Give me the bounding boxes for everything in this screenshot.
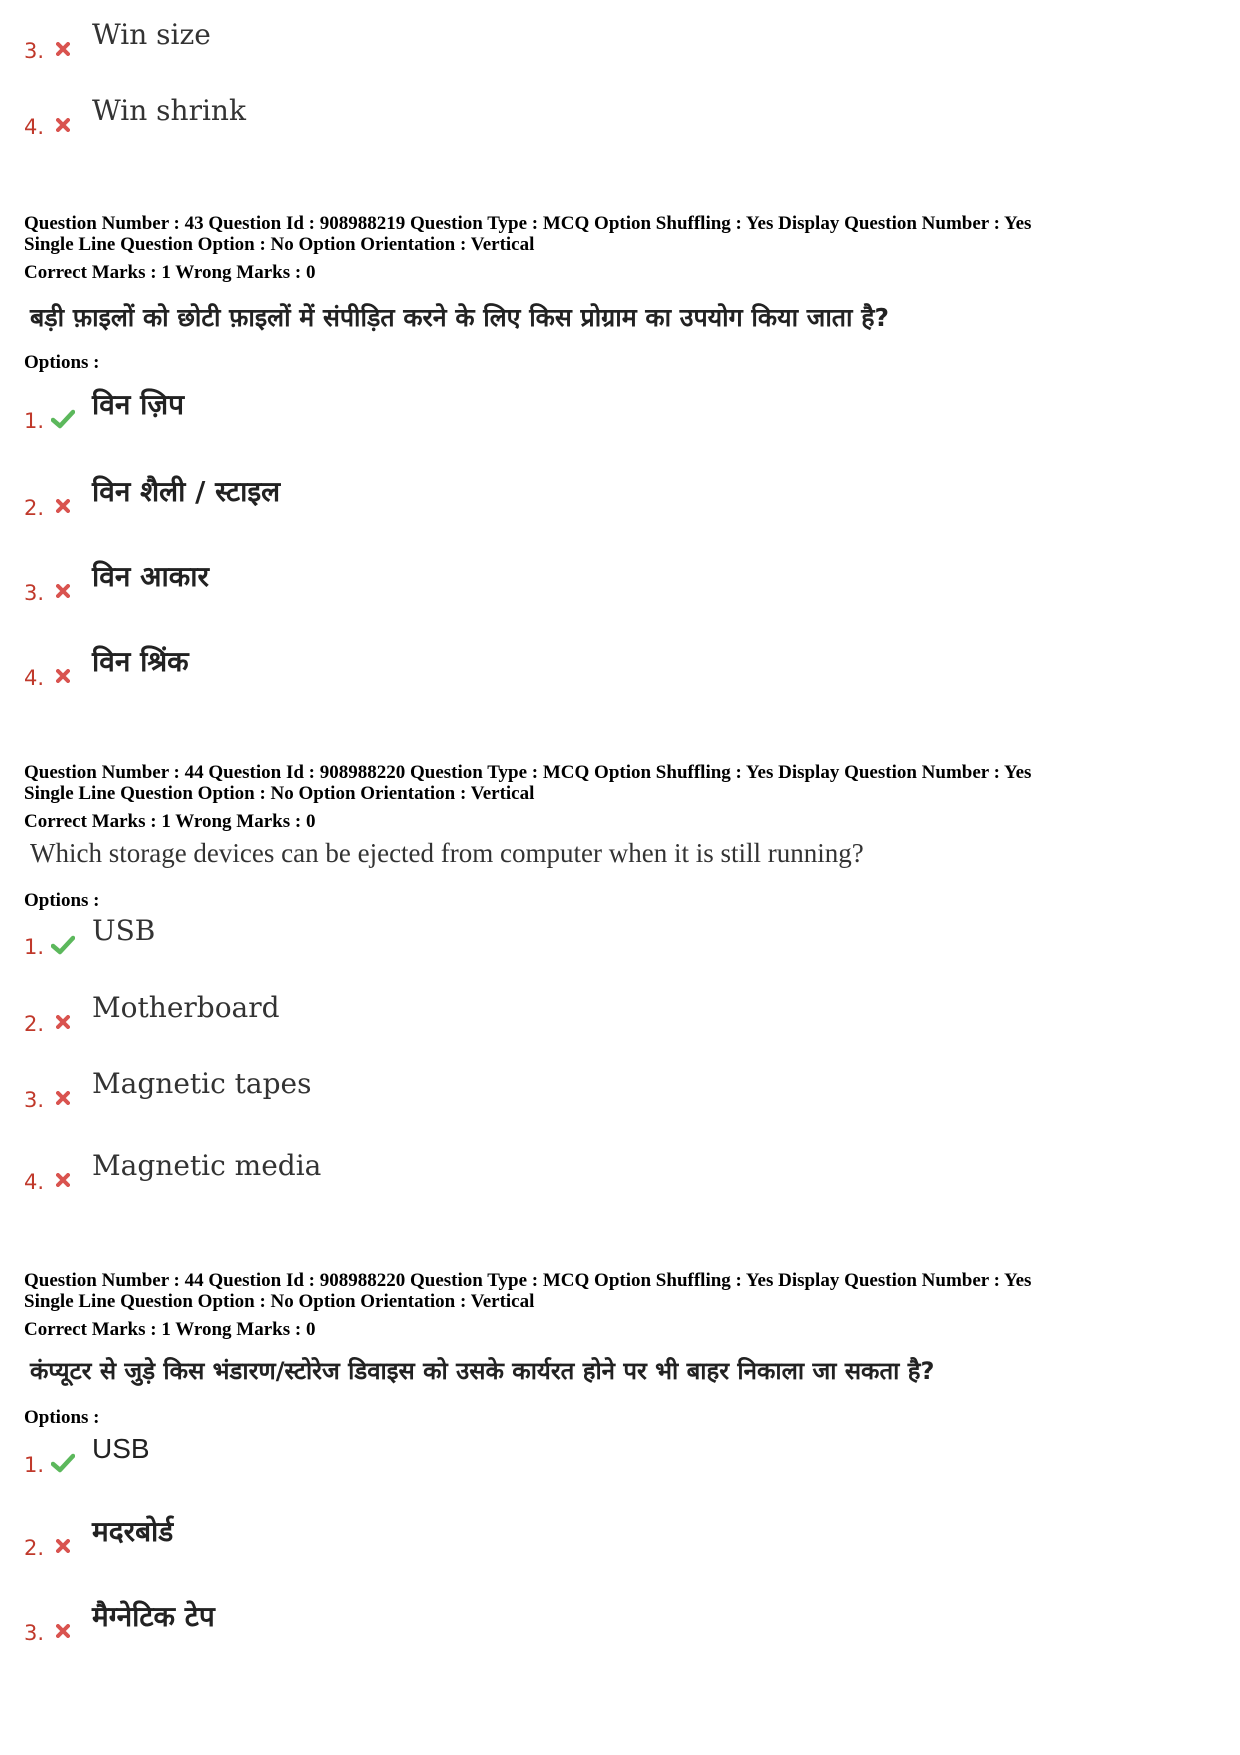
option-row [24,1149,322,1194]
option-number: 2. [24,496,45,520]
option-text: USB [92,914,156,947]
option-number: 4. [24,666,45,690]
check-icon [48,932,78,958]
option-number: 2. [24,1536,45,1560]
option-text: USB [92,1433,150,1464]
option-number: 4. [24,1170,45,1194]
option-text: Magnetic tapes [92,1067,312,1100]
option-text: मैग्नेटिक टेप [92,1600,215,1633]
option-row [24,560,209,605]
cross-icon [48,663,78,689]
option-row [24,475,281,520]
option-row [24,1600,215,1645]
cross-icon [48,578,78,604]
cross-icon [48,493,78,519]
question-marks: Correct Marks : 1 Wrong Marks : 0 [24,1319,316,1340]
question-meta-line2: Single Line Question Option : No Option Orientation : Vertical [24,1291,535,1312]
option-number: 3. [24,1088,45,1112]
option-number: 3. [24,1621,45,1645]
option-text: Motherboard [92,991,280,1024]
option-row [24,388,185,433]
option-row [24,991,280,1036]
question-meta-line2: Single Line Question Option : No Option Orientation : Vertical [24,234,535,255]
option-row [24,914,156,959]
cross-icon [48,36,78,62]
option-row [24,645,189,690]
option-number: 1. [24,1453,45,1477]
question-marks: Correct Marks : 1 Wrong Marks : 0 [24,811,316,832]
cross-icon [48,1533,78,1559]
options-label: Options : [24,1407,100,1428]
check-icon [48,406,78,432]
option-text: विन शैली / स्टाइल [92,475,281,508]
question-meta-line1: Question Number : 43 Question Id : 908988219 Question Type : MCQ Option Shuffling : Yes Display Question Number : Yes [24,213,1032,234]
option-number: 1. [24,409,45,433]
option-text: विन ज़िप [92,388,185,421]
option-text: मदरबोर्ड [92,1515,174,1548]
question-meta-line1: Question Number : 44 Question Id : 908988220 Question Type : MCQ Option Shuffling : Yes Display Question Number : Yes [24,762,1032,783]
options-label: Options : [24,890,100,911]
cross-icon [48,1009,78,1035]
option-number: 1. [24,935,45,959]
option-row [24,1067,312,1112]
option-number: 2. [24,1012,45,1036]
cross-icon [48,1618,78,1644]
cross-icon [48,1167,78,1193]
option-text: Win size [92,18,211,51]
option-number: 3. [24,581,45,605]
option-row [24,1515,174,1560]
option-row [24,18,211,63]
question-meta-line2: Single Line Question Option : No Option Orientation : Vertical [24,783,535,804]
option-number: 3. [24,39,45,63]
question-text: Which storage devices can be ejected from computer when it is still running? [30,838,864,868]
cross-icon [48,112,78,138]
cross-icon [48,1085,78,1111]
question-marks: Correct Marks : 1 Wrong Marks : 0 [24,262,316,283]
question-text: कंप्यूटर से जुड़े किस भंडारण/स्टोरेज डिवाइस को उसके कार्यरत होने पर भी बाहर निकाला जा सकता है? [30,1357,935,1385]
option-text: विन श्रिंक [92,645,189,678]
question-meta-line1: Question Number : 44 Question Id : 908988220 Question Type : MCQ Option Shuffling : Yes Display Question Number : Yes [24,1270,1032,1291]
check-icon [48,1450,78,1476]
option-row [24,94,246,139]
option-text: Win shrink [92,94,246,127]
option-text: Magnetic media [92,1149,322,1182]
option-row [24,1433,150,1477]
option-text: विन आकार [92,560,209,593]
question-text: बड़ी फ़ाइलों को छोटी फ़ाइलों में संपीड़ित करने के लिए किस प्रोग्राम का उपयोग किया जाता है? [30,303,890,332]
option-number: 4. [24,115,45,139]
options-label: Options : [24,352,100,373]
